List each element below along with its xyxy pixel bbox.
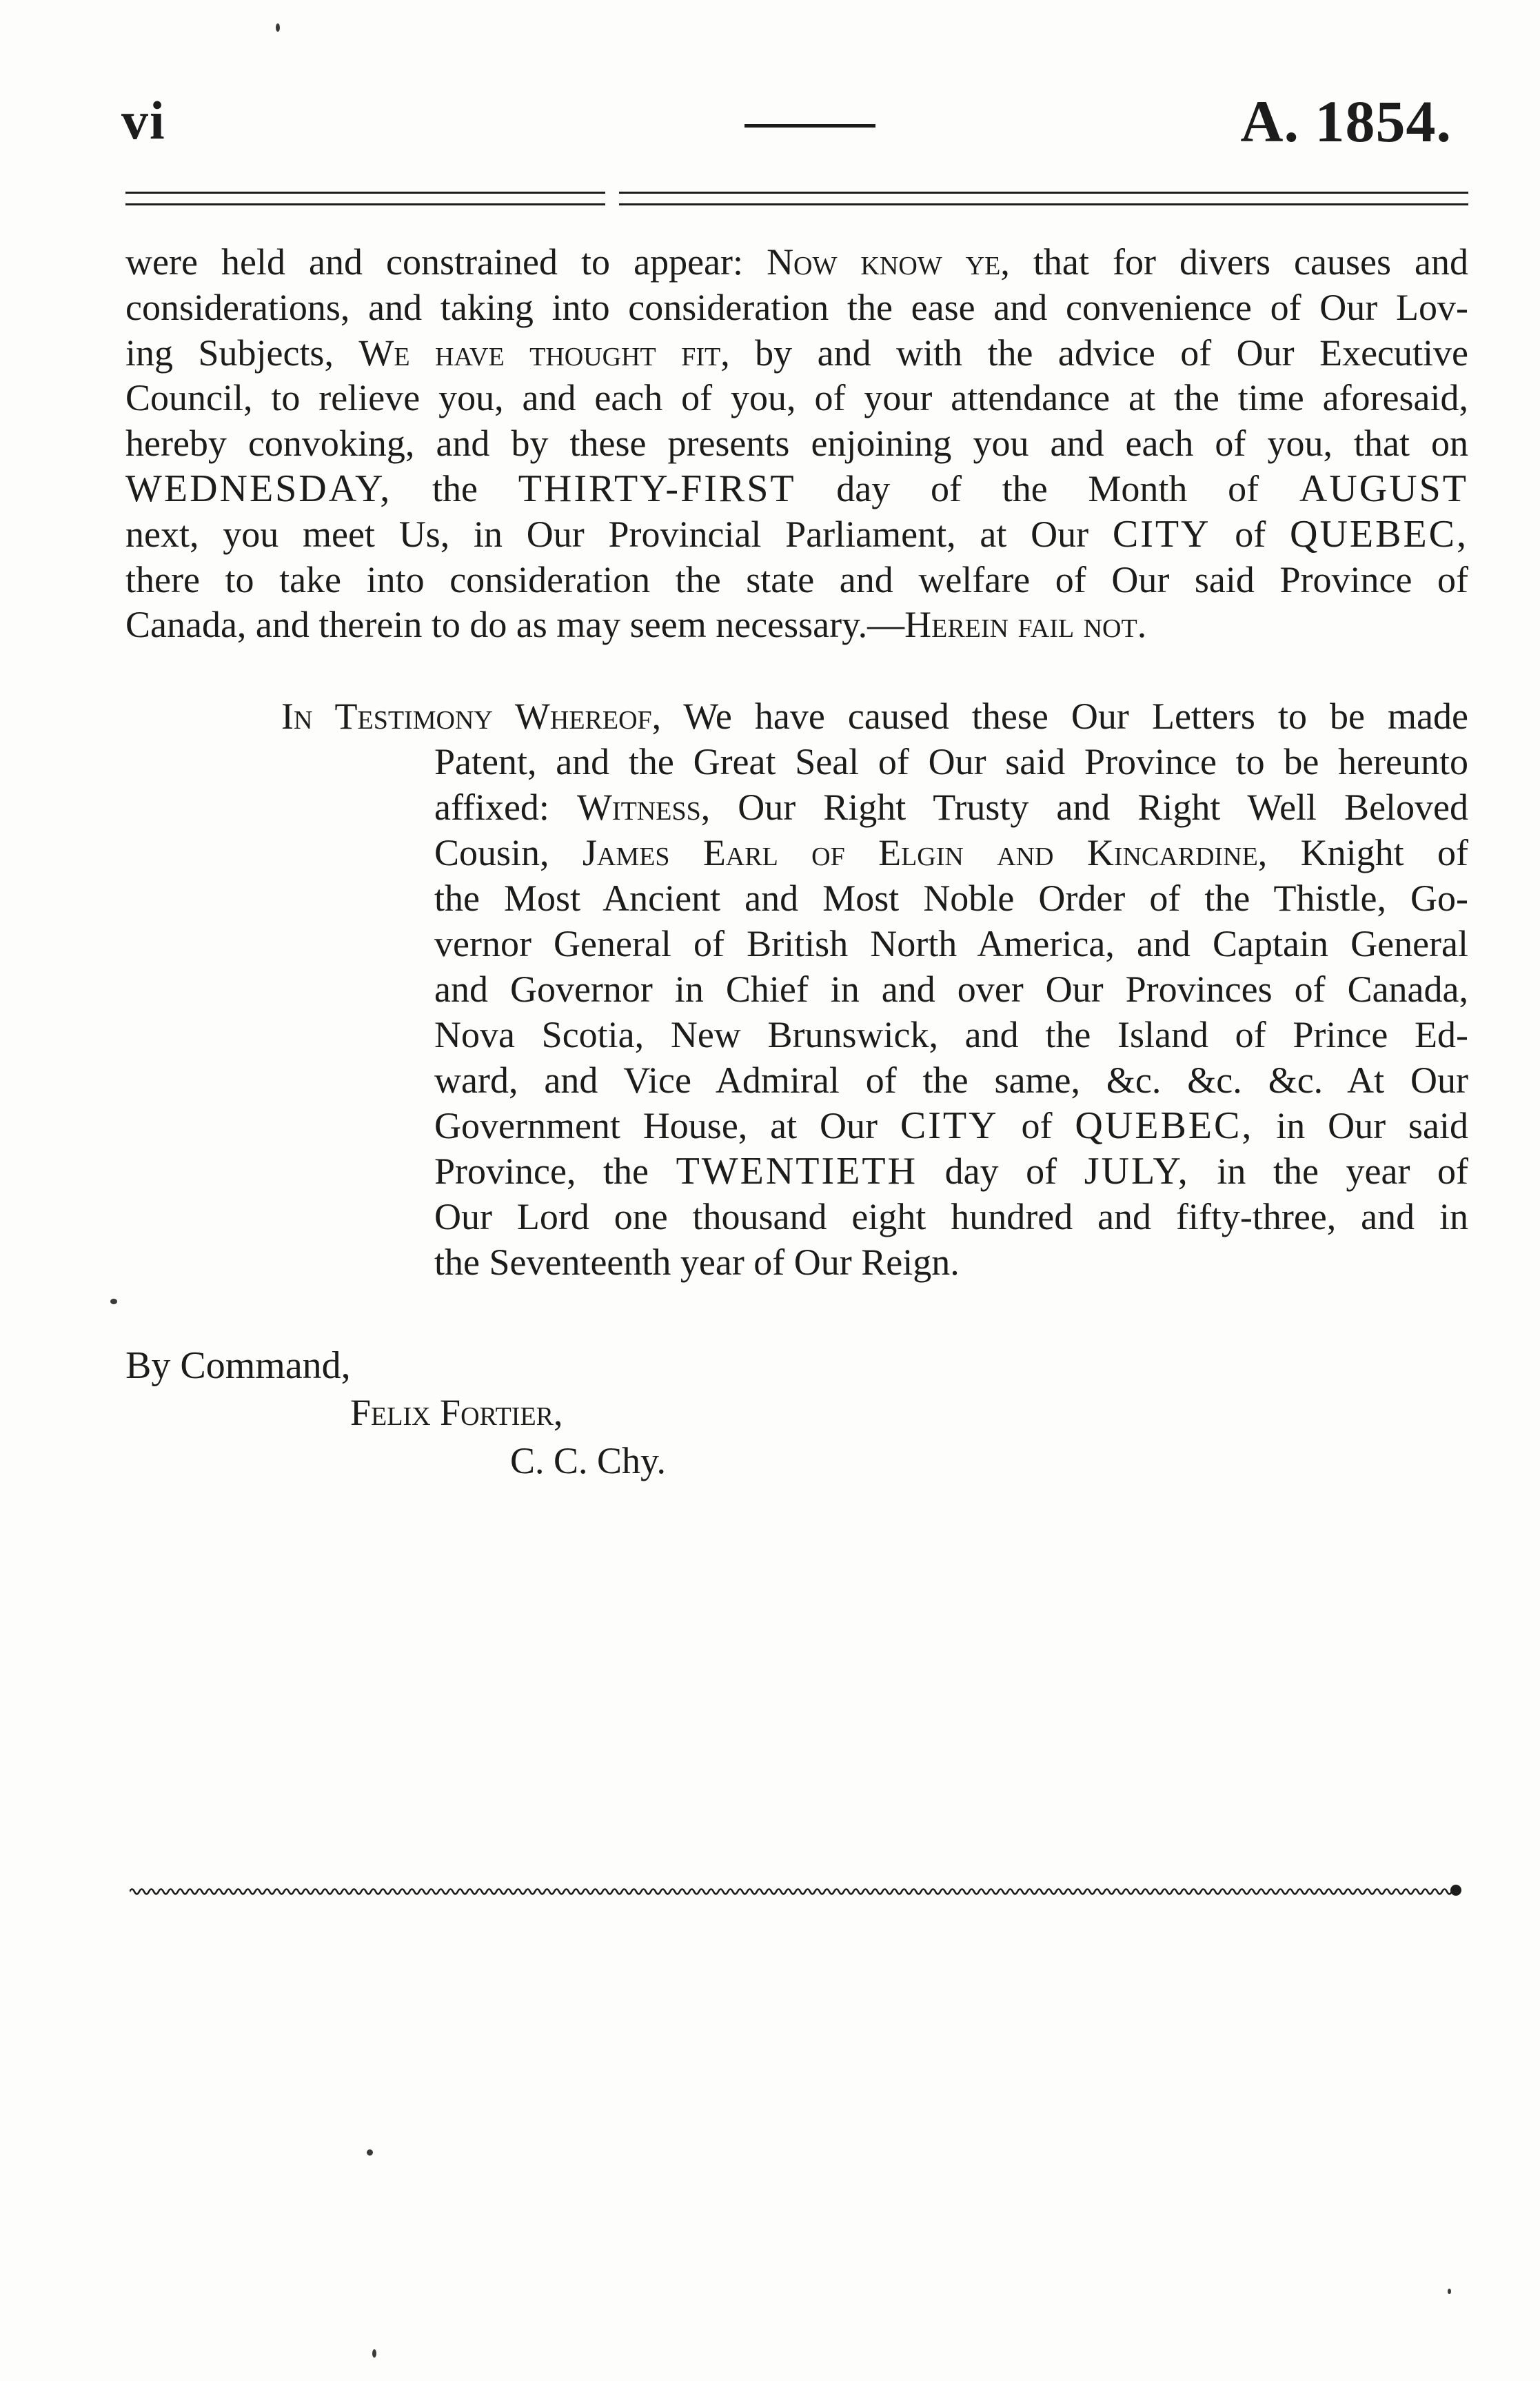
paragraph-line: there to take into consideration the state and welfare of Our said Province of	[125, 558, 1468, 600]
testimony-block	[281, 693, 1468, 1285]
testimony-line: Cousin, James Earl of Elgin and Kincardine, Knight of	[434, 832, 1468, 873]
paper-speck	[1448, 2289, 1451, 2294]
paragraph-line: Council, to relieve you, and each of you, of your attendance at the time aforesaid,	[125, 377, 1468, 419]
wavy-ornament-rule	[130, 1885, 1457, 1898]
testimony-line: vernor General of British North America, and Captain General	[434, 923, 1468, 964]
testimony-line: the Seventeenth year of Our Reign.	[434, 1242, 960, 1283]
testimony-line: the Most Ancient and Most Noble Order of the Thistle, Go-	[434, 878, 1468, 919]
header-year: A. 1854.	[1240, 88, 1452, 154]
testimony-line: and Governor in Chief in and over Our Provinces of Canada,	[434, 969, 1468, 1010]
testimony-line: In Testimony Whereof, We have caused these Our Letters to be made	[281, 696, 1468, 737]
paragraph-line: ing Subjects, We have thought fit, by and with the advice of Our Executive	[125, 332, 1468, 374]
paragraph-line: Canada, and therein to do as may seem necessary.—Herein fail not.	[125, 604, 1147, 646]
paper-speck	[372, 2349, 376, 2358]
paper-speck	[276, 23, 280, 32]
main-paragraph	[125, 240, 1468, 648]
signatory-title: C. C. Chy.	[510, 1440, 667, 1481]
by-command: By Command,	[125, 1344, 351, 1387]
testimony-line: affixed: Witness, Our Right Trusty and Right Well Beloved	[434, 787, 1469, 828]
paragraph-line: hereby convoking, and by these presents enjoining you and each of you, that on	[125, 423, 1468, 465]
header-rule-right	[619, 192, 1468, 205]
page-number: vi	[121, 90, 166, 150]
testimony-line: ward, and Vice Admiral of the same, &c. &c. &c. At Our	[434, 1060, 1468, 1101]
paper-speck	[367, 2149, 373, 2156]
testimony-line: Patent, and the Great Seal of Our said Province to be hereunto	[434, 741, 1468, 782]
testimony-line: Province, the TWENTIETH day of JULY, in the year of	[434, 1150, 1468, 1193]
header-rule-left	[125, 192, 605, 205]
paragraph-line: were held and constrained to appear: Now know ye, that for divers causes and	[125, 241, 1469, 283]
testimony-line: Our Lord one thousand eight hundred and fifty-three, and in	[434, 1196, 1468, 1237]
paragraph-line: WEDNESDAY, the THIRTY-FIRST day of the Month of AUGUST	[125, 467, 1468, 510]
paragraph-line: considerations, and taking into consideration the ease and convenience of Our Lov-	[125, 286, 1468, 328]
header-dash	[744, 124, 875, 128]
ornament-dot	[1450, 1885, 1461, 1896]
signatory-name: Felix Fortier,	[350, 1392, 563, 1433]
testimony-line: Nova Scotia, New Brunswick, and the Island of Prince Ed-	[434, 1014, 1468, 1055]
paragraph-line: next, you meet Us, in Our Provincial Parliament, at Our CITY of QUEBEC,	[125, 512, 1469, 556]
paper-speck	[110, 1299, 117, 1304]
testimony-line: Government House, at Our CITY of QUEBEC, in Our said	[434, 1104, 1469, 1147]
